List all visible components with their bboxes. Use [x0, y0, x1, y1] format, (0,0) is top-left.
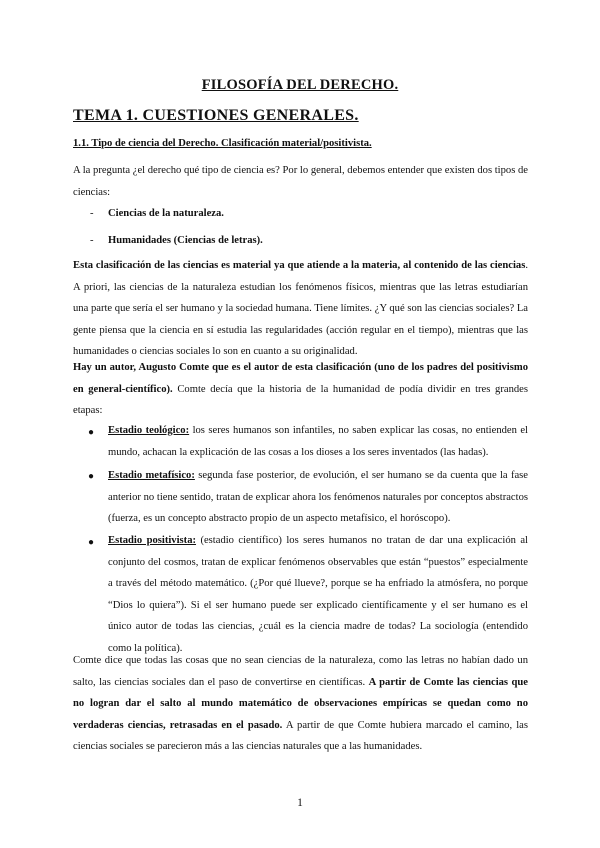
bullet-stage-positivist — [108, 530, 528, 659]
bullet-stage-theological — [108, 420, 528, 463]
bullet-dot-icon: ● — [88, 471, 95, 482]
list-item-text: Humanidades (Ciencias de letras). — [108, 235, 263, 246]
bullet-stage-metaphysical — [108, 465, 528, 530]
bullet-term: Estadio metafísico: — [108, 470, 195, 481]
paragraph-body-end: A partir de que Comte hubiera marcado el camino, las ciencias sociales se parecieron más a las ciencias naturales que a las humanidades. — [73, 719, 528, 752]
paragraph-intro: A la pregunta ¿el derecho qué tipo de ciencia es? Por lo general, debemos entender que existen dos tipos de ciencias: — [73, 165, 528, 198]
list-item — [90, 203, 224, 225]
page-number: 1 — [297, 797, 303, 809]
paragraph-comte — [73, 357, 528, 422]
chapter-heading: TEMA 1. CUESTIONES GENERALES. — [73, 107, 359, 124]
bullet-term: Estadio teológico: — [108, 425, 190, 436]
dash-marker: - — [90, 235, 94, 246]
list-item — [90, 230, 263, 252]
bullet-dot-icon: ● — [88, 427, 95, 438]
paragraph-body: . A priori, las ciencias de la naturaleza estudian los fenómenos físicos, mientras que las letras estudiarían una parte que sería el ser humano y la sociedad humana. Tiene límites. ¿Y qué son las ciencias sociales? La gente piensa que la ciencia en sí estudia las regularidades (acción regular en el tiempo), mientras que las humanidades o ciencias sociales lo son en cuanto a su originalidad. — [73, 260, 528, 357]
bullet-text: segunda fase posterior, de evolución, el ser humano se da cuenta que la fase anterior no tiene sentido, tratan de explicar ahora los fenómenos naturales por conceptos abstractos (fuerza, es un concepto abstracto propio de un aspecto metafísico, el horóscopo). — [108, 470, 528, 524]
list-item-text: Ciencias de la naturaleza. — [108, 208, 224, 219]
document-title: FILOSOFÍA DEL DERECHO. — [201, 77, 399, 93]
paragraph-body: Comte dice que todas las cosas que no sean ciencias de la naturaleza, como las letras no habían dado un salto, las ciencias sociales dan el paso de convertirse en científicas. — [73, 655, 528, 688]
section-heading: 1.1. Tipo de ciencia del Derecho. Clasificación material/positivista. — [73, 138, 372, 149]
bullet-term: Estadio positivista: — [108, 535, 197, 546]
paragraph-body: Comte decía que la historia de la humanidad de podía dividir en tres grandes etapas: — [73, 383, 528, 416]
paragraph-bold-sentence: A partir de Comte las ciencias que no logran dar el salto al mundo matemático de observaciones empíricas se quedan como no verdaderas ciencias, retrasadas en el pasado. — [73, 676, 528, 731]
bullet-text: (estadio científico) los seres humanos no tratan de dar una explicación al conjunto del cosmos, tratan de explicar fenómenos observables que están “puestos” especialmente a través del método matemático. (¿Por qué llueve?, porque se ha enfriado la atmósfera, no porque “Dios lo quiera”). Si el ser humano puede ser explicado científicamente y el ser humano es el único autor de todas las ciencias, ¿cuál es la ciencia madre de todas? La sociología (entendido como la política). — [108, 535, 528, 654]
paragraph-bold-lead: Esta clasificación de las ciencias es material ya que atiende a la materia, al contenido de las ciencias — [73, 260, 526, 271]
bullet-text: los seres humanos son infantiles, no saben explicar las cosas, no entienden el mundo, achacan la explicación de las cosas a los dioses a los seres inventados (las hadas). — [108, 425, 529, 458]
paragraph-classification — [73, 255, 528, 363]
paragraph-bold-lead: Hay un autor, Augusto Comte que es el autor de esta clasificación (uno de los padres del positivismo en general-científico). — [73, 362, 528, 395]
paragraph-conclusion — [73, 650, 528, 758]
bullet-dot-icon: ● — [88, 537, 95, 548]
dash-marker: - — [90, 208, 94, 219]
